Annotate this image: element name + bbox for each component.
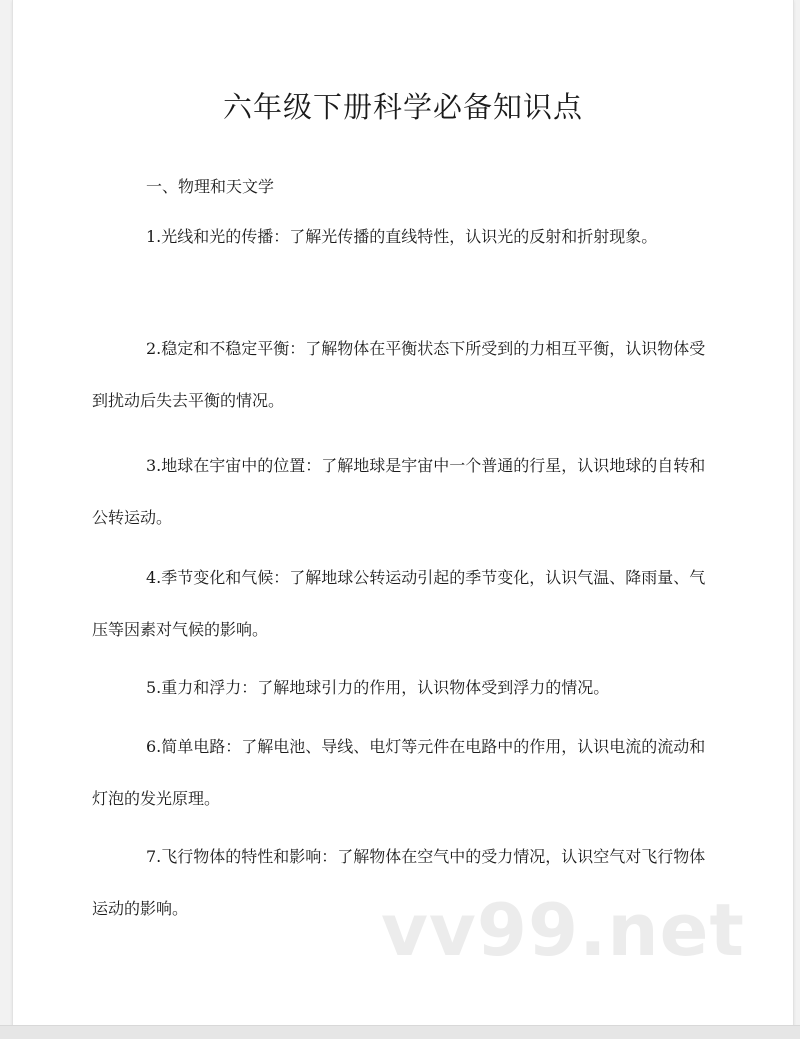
document-page [12, 0, 794, 1026]
knowledge-point-2: 2.稳定和不稳定平衡：了解物体在平衡状态下所受到的力相互平衡，认识物体受到扰动后失去平衡的情况。 [92, 339, 706, 410]
viewer-bottom-bar [0, 1025, 800, 1039]
knowledge-point-7: 7.飞行物体的特性和影响：了解物体在空气中的受力情况，认识空气对飞行物体运动的影响。 [92, 847, 706, 918]
document-title: 六年级下册科学必备知识点 [222, 90, 583, 124]
knowledge-point-4: 4.季节变化和气候：了解地球公转运动引起的季节变化，认识气温、降雨量、气压等因素对气候的影响。 [92, 568, 706, 639]
knowledge-point-6: 6.简单电路：了解电池、导线、电灯等元件在电路中的作用，认识电流的流动和灯泡的发光原理。 [92, 737, 706, 808]
knowledge-point-1: 1.光线和光的传播：了解光传播的直线特性，认识光的反射和折射现象。 [146, 227, 658, 246]
knowledge-point-5: 5.重力和浮力：了解地球引力的作用，认识物体受到浮力的情况。 [146, 678, 610, 697]
site-watermark: vv99.net [381, 888, 745, 972]
section-heading: 一、物理和天文学 [146, 177, 275, 196]
knowledge-point-3: 3.地球在宇宙中的位置：了解地球是宇宙中一个普通的行星，认识地球的自转和公转运动。 [92, 456, 706, 527]
